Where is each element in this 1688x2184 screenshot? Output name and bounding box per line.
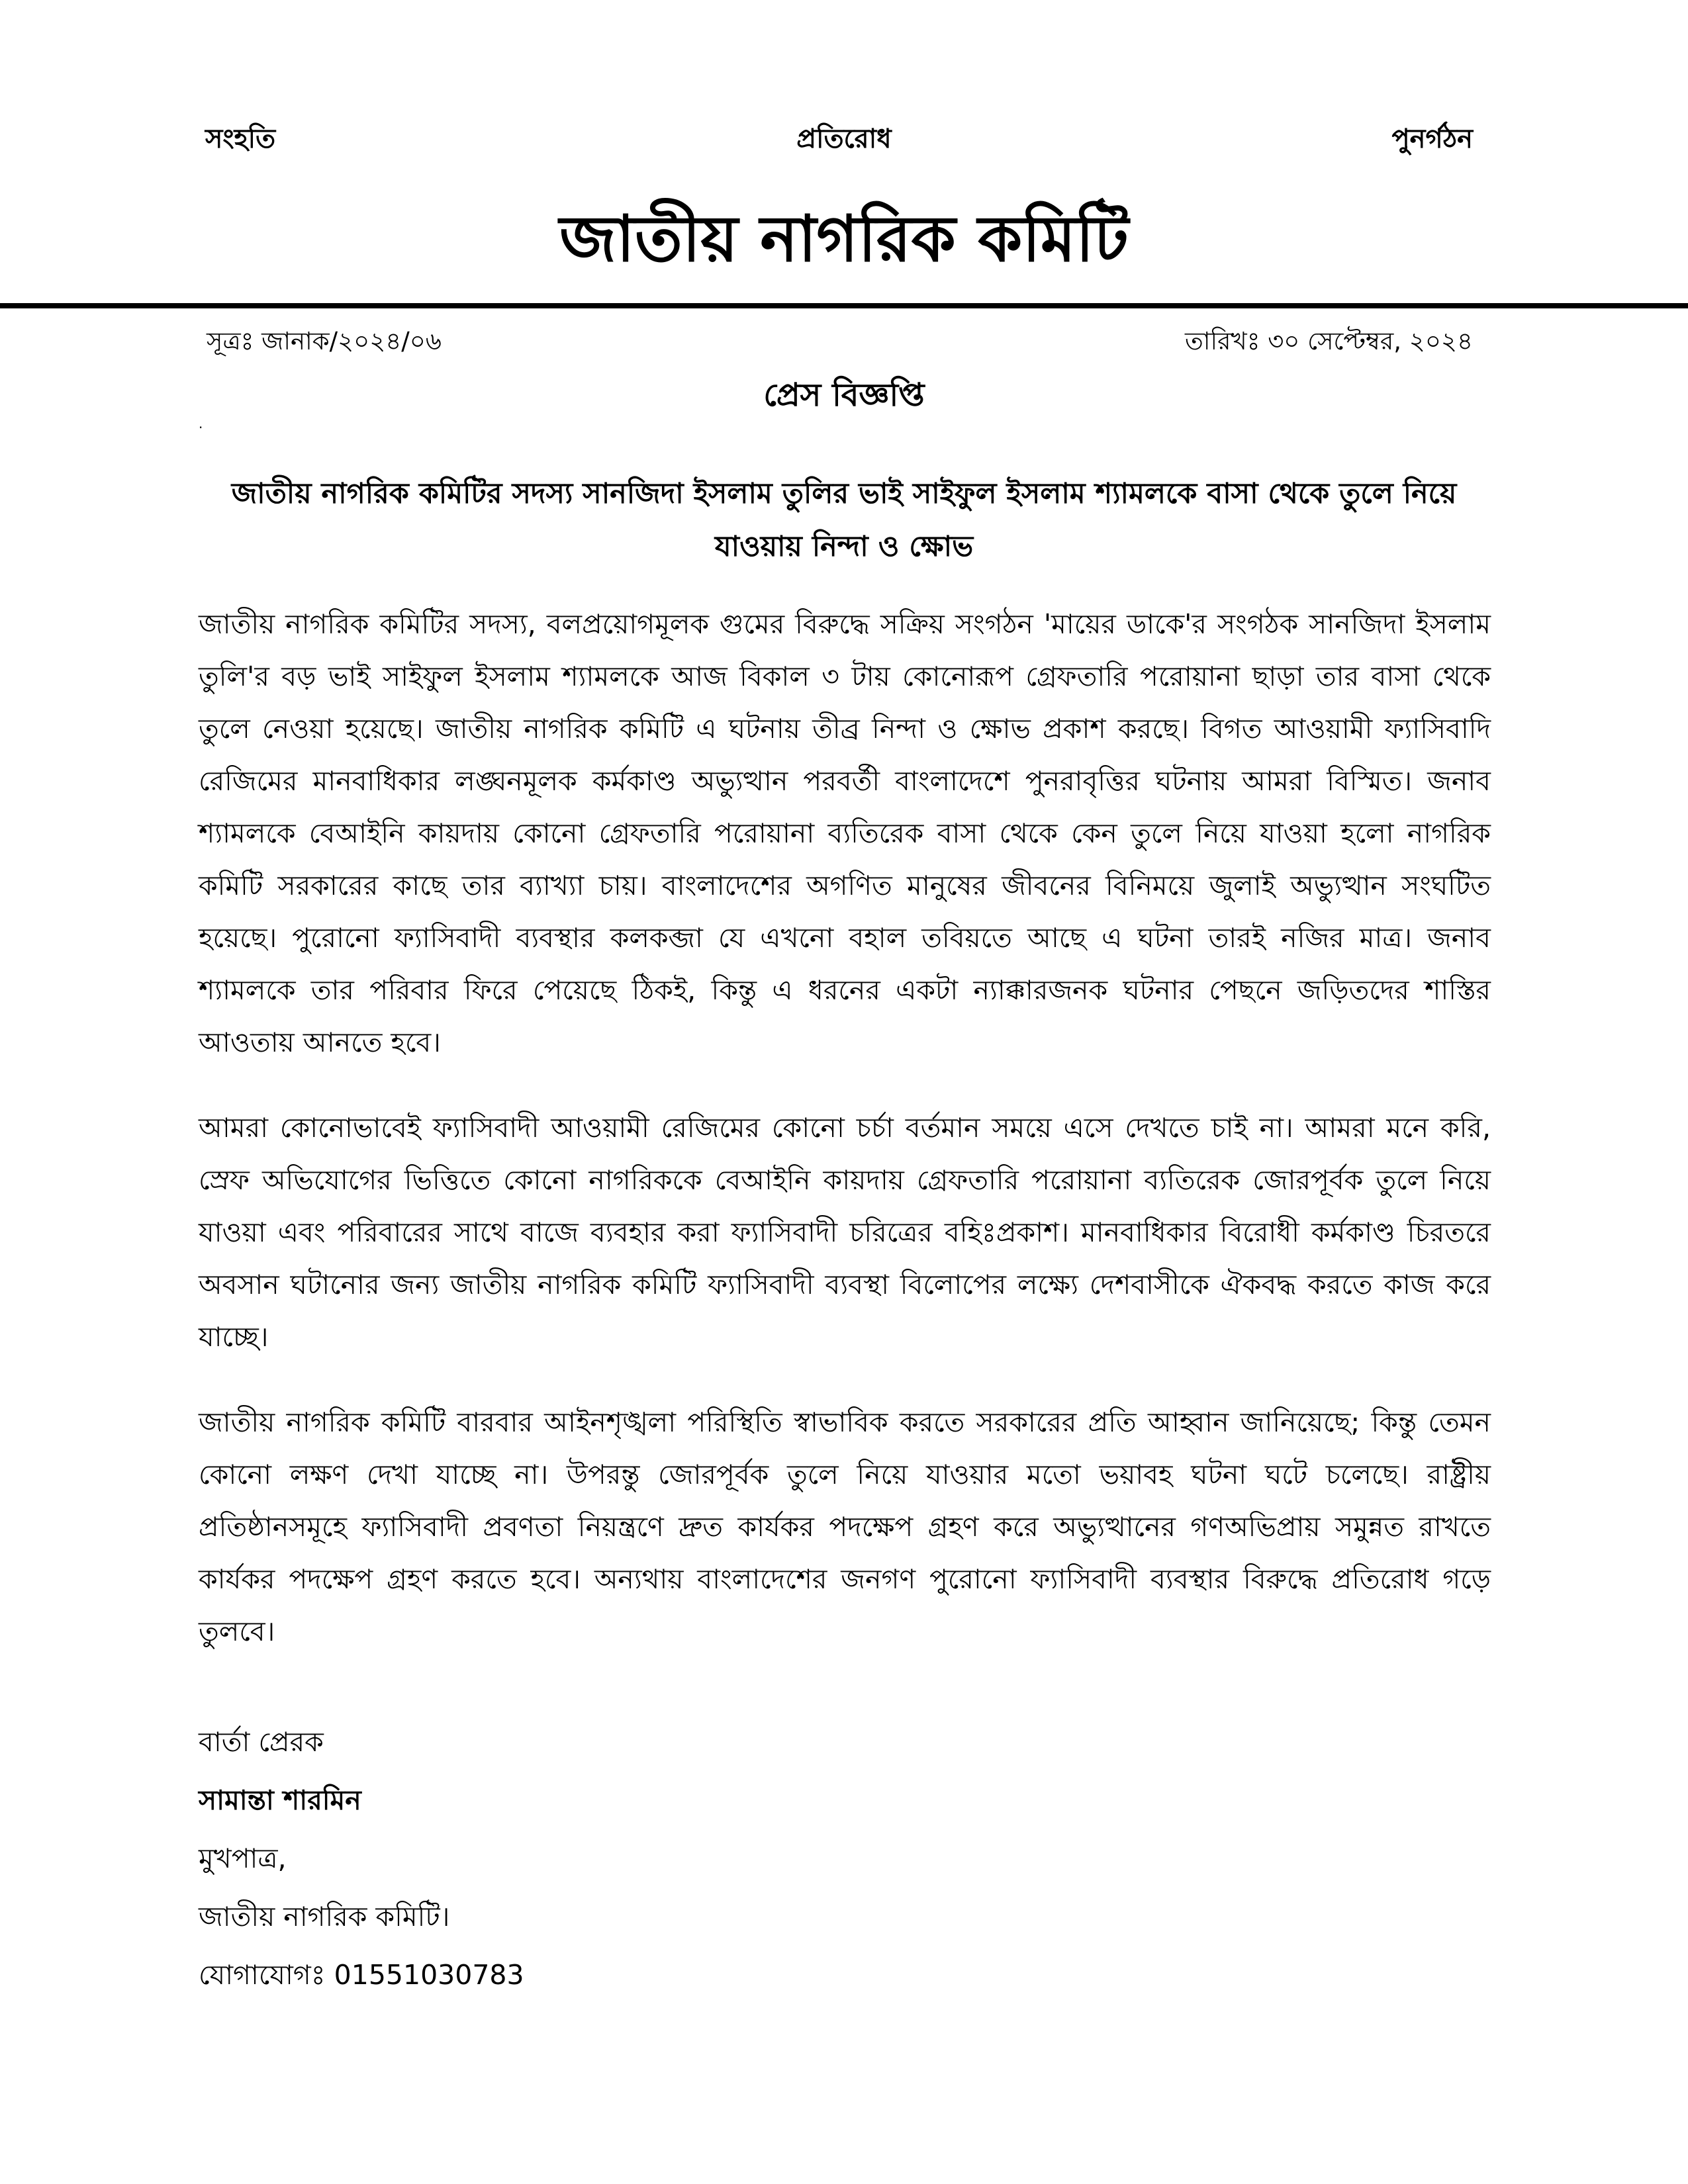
reference-number: সূত্রঃ জানাক/২০২৪/০৬ — [207, 327, 442, 355]
organization-title: জাতীয় নাগরিক কমিটি — [559, 202, 1129, 276]
slogan-resistance: প্রতিরোধ — [796, 124, 892, 154]
slogan-reconstruction: পুনর্গঠন — [1391, 124, 1473, 154]
signer-title: মুখপাত্র, — [199, 1843, 287, 1874]
stray-mark: . — [199, 416, 203, 432]
header-divider — [0, 303, 1688, 308]
signer-organization: জাতীয় নাগরিক কমিটি। — [199, 1901, 450, 1933]
body-paragraph: জাতীয় নাগরিক কমিটি বারবার আইনশৃঙ্খলা পরিস্থিতি স্বাভাবিক করতে সরকারের প্রতি আহ্বান জানিয়েছে; কিন্তু তেমন কোনো লক্ষণ দেখা যাচ্ছে না। উপরন্তু জোরপূর্বক তুলে নিয়ে যাওয়ার মতো ভয়াবহ ঘটনা ঘটে চলেছে। রাষ্ট্রীয় প্রতিষ্ঠানসমূহে ফ্যাসিবাদী প্রবণতা নিয়ন্ত্রণে দ্রুত কার্যকর পদক্ষেপ গ্রহণ করে অভ্যুত্থানের গণঅভিপ্রায় সমুন্নত রাখতে কার্যকর পদক্ষেপ গ্রহণ করতে হবে। অন্যথায় বাংলাদেশের জনগণ পুরোনো ফ্যাসিবাদী ব্যবস্থার বিরুদ্ধে প্রতিরোধ গড়ে তুলবে। — [199, 1406, 1491, 1647]
body-paragraph: জাতীয় নাগরিক কমিটির সদস্য, বলপ্রয়োগমূলক গুমের বিরুদ্ধে সক্রিয় সংগঠন 'মায়ের ডাকে'র সংগঠক সানজিদা ইসলাম তুলি'র বড় ভাই সাইফুল ইসলাম শ্যামলকে আজ বিকাল ৩ টায় কোনোরূপ গ্রেফতারি পরোয়ানা ছাড়া তার বাসা থেকে তুলে নেওয়া হয়েছে। জাতীয় নাগরিক কমিটি এ ঘটনায় তীব্র নিন্দা ও ক্ষোভ প্রকাশ করছে। বিগত আওয়ামী ফ্যাসিবাদি রেজিমের মানবাধিকার লঙ্ঘনমূলক কর্মকাণ্ড অভ্যুত্থান পরবর্তী বাংলাদেশে পুনরাবৃত্তির ঘটনায় আমরা বিস্মিত। জনাব শ্যামলকে বেআইনি কায়দায় কোনো গ্রেফতারি পরোয়ানা ব্যতিরেক বাসা থেকে কেন তুলে নিয়ে যাওয়া হলো নাগরিক কমিটি সরকারের কাছে তার ব্যাখ্যা চায়। বাংলাদেশের অগণিত মানুষের জীবনের বিনিময়ে জুলাই অভ্যুত্থান সংঘটিত হয়েছে। পুরোনো ফ্যাসিবাদী ব্যবস্থার কলকব্জা যে এখনো বহাল তবিয়তে আছে এ ঘটনা তারই নজির মাত্র। জনাব শ্যামলকে তার পরিবার ফিরে পেয়েছে ঠিকই, কিন্তু এ ধরনের একটা ন্যাক্কারজনক ঘটনার পেছনে জড়িতদের শাস্তির আওতায় আনতে হবে। — [199, 608, 1491, 1058]
sender-label: বার্তা প্রেরক — [199, 1726, 324, 1758]
document-date: তারিখঃ ৩০ সেপ্টেম্বর, ২০২৪ — [1185, 327, 1473, 355]
press-release-body — [199, 598, 1491, 1691]
slogan-solidarity: সংহতি — [205, 124, 276, 154]
contact-number: যোগাযোগঃ 01551030783 — [199, 1959, 524, 1991]
sign-off-block — [199, 1713, 524, 2004]
press-release-headline: জাতীয় নাগরিক কমিটির সদস্য সানজিদা ইসলাম তুলির ভাই সাইফুল ইসলাম শ্যামলকে বাসা থেকে তুলে নিয়ে যাওয়ায় নিন্দা ও ক্ষোভ — [231, 477, 1457, 563]
signer-name: সামান্তা শারমিন — [199, 1784, 361, 1816]
document-type-heading: প্রেস বিজ্ঞপ্তি — [763, 377, 925, 414]
body-paragraph: আমরা কোনোভাবেই ফ্যাসিবাদী আওয়ামী রেজিমের কোনো চর্চা বর্তমান সময়ে এসে দেখতে চাই না। আমরা মনে করি, স্রেফ অভিযোগের ভিত্তিতে কোনো নাগরিককে বেআইনি কায়দায় গ্রেফতারি পরোয়ানা ব্যতিরেক জোরপূর্বক তুলে নিয়ে যাওয়া এবং পরিবারের সাথে বাজে ব্যবহার করা ফ্যাসিবাদী চরিত্রের বহিঃপ্রকাশ। মানবাধিকার বিরোধী কর্মকাণ্ড চিরতরে অবসান ঘটানোর জন্য জাতীয় নাগরিক কমিটি ফ্যাসিবাদী ব্যবস্থা বিলোপের লক্ষ্যে দেশবাসীকে ঐকবদ্ধ করতে কাজ করে যাচ্ছে। — [199, 1112, 1491, 1353]
